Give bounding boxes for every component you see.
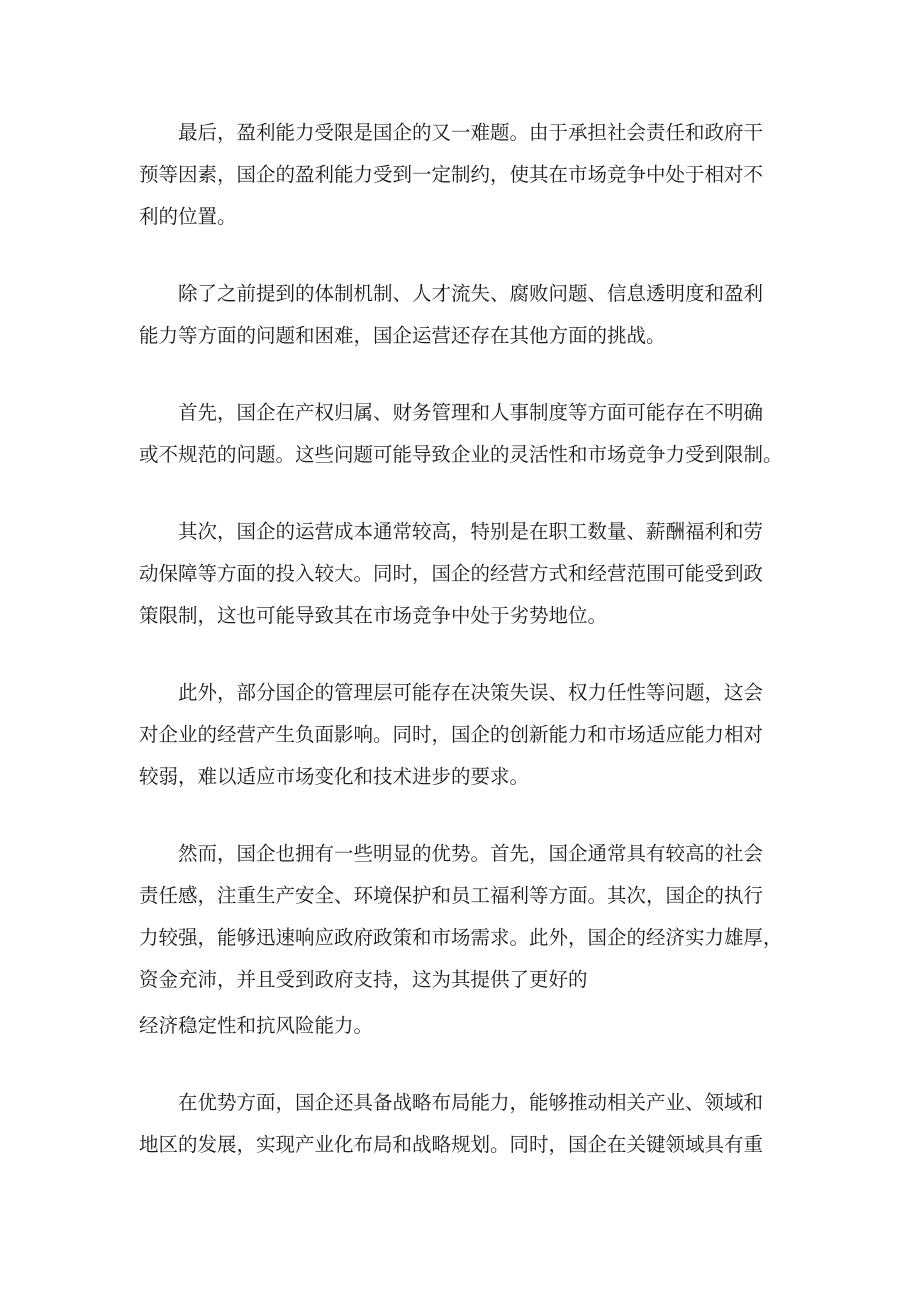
paragraph-line: 地区的发展，实现产业化布局和战略规划。同时，国企在关键领域具有重 [139,1133,764,1156]
paragraph-advantages-continued [139,1005,784,1047]
paragraph-line: 或不规范的问题。这些问题可能导致企业的灵活性和市场竞争力受到限制。 [139,443,783,466]
paragraph-line: 然而，国企也拥有一些明显的优势。首先，国企通常具有较高的社会 [178,842,764,865]
paragraph-line: 最后，盈利能力受限是国企的又一难题。由于承担社会责任和政府干 [178,121,764,144]
paragraph-line: 对企业的经营产生负面影响。同时，国企的创新能力和市场适应能力相对 [139,723,764,746]
paragraph-strategic-layout [139,1082,784,1166]
paragraph-line: 责任感，注重生产安全、环境保护和员工福利等方面。其次，国企的执行 [139,884,764,907]
paragraph-line: 能力等方面的问题和困难，国企运营还存在其他方面的挑战。 [139,324,666,347]
paragraph-line: 除了之前提到的体制机制、人才流失、腐败问题、信息透明度和盈利 [178,282,764,305]
paragraph-line: 资金充沛，并且受到政府支持，这为其提供了更好的 [139,968,588,991]
paragraph-line: 力较强，能够迅速响应政府政策和市场需求。此外，国企的经济实力雄厚， [139,926,783,949]
paragraph-line: 首先，国企在产权归属、财务管理和人事制度等方面可能存在不明确 [178,401,764,424]
paragraph-line: 此外，部分国企的管理层可能存在决策失误、权力任性等问题，这会 [178,681,764,704]
paragraph-management [139,672,784,798]
paragraph-advantages [139,833,784,1001]
paragraph-line: 经济稳定性和抗风险能力。 [139,1014,374,1037]
paragraph-line: 动保障等方面的投入较大。同时，国企的经营方式和经营范围可能受到政 [139,562,764,585]
paragraph-line: 其次，国企的运营成本通常较高，特别是在职工数量、薪酬福利和劳 [178,520,764,543]
paragraph-line: 策限制，这也可能导致其在市场竞争中处于劣势地位。 [139,604,608,627]
paragraph-line: 在优势方面，国企还具备战略布局能力，能够推动相关产业、领域和 [178,1091,764,1114]
paragraph-property-rights [139,392,784,476]
paragraph-other-challenges [139,273,784,357]
paragraph-operating-costs [139,511,784,637]
paragraph-profitability [139,112,784,238]
paragraph-line: 利的位置。 [139,205,237,228]
document-body [139,112,784,1201]
paragraph-line: 较弱，难以适应市场变化和技术进步的要求。 [139,765,530,788]
paragraph-line: 预等因素，国企的盈利能力受到一定制约，使其在市场竞争中处于相对不 [139,163,764,186]
